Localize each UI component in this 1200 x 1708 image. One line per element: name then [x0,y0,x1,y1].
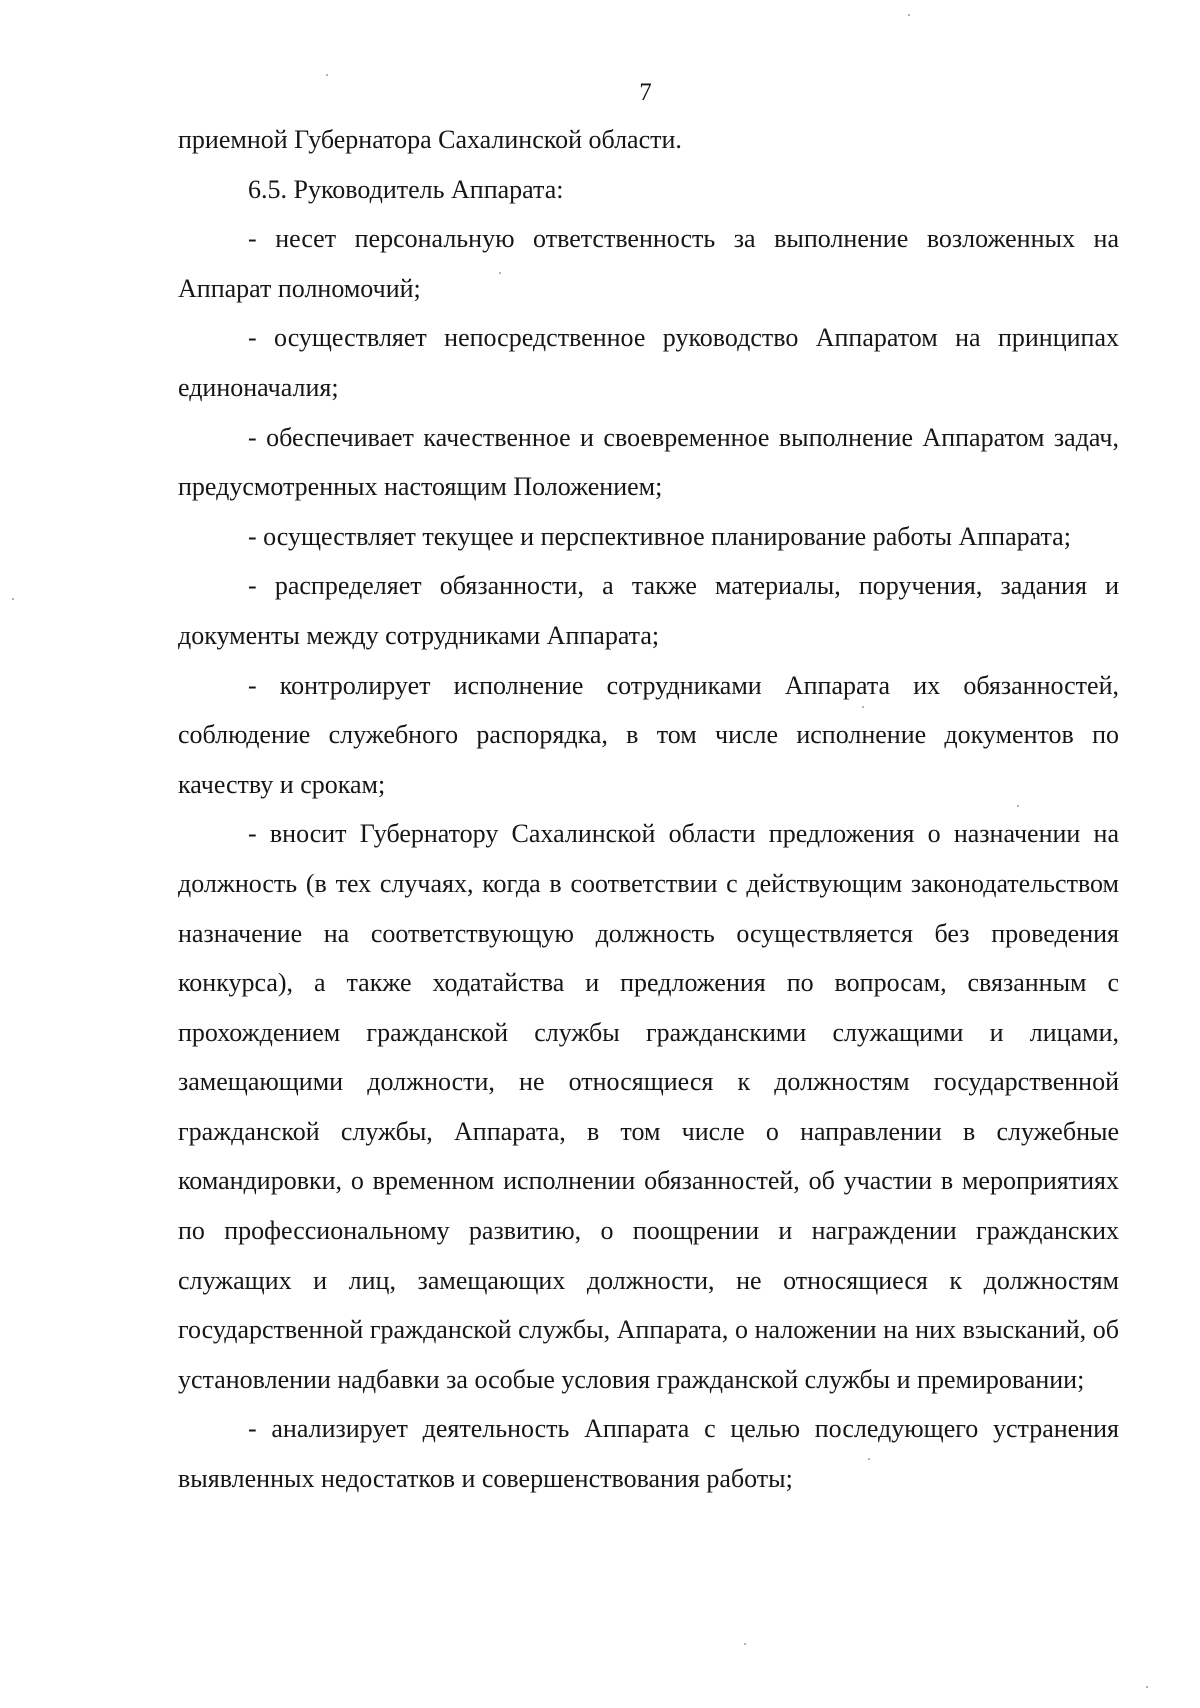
paragraph-section-heading: 6.5. Руководитель Аппарата: [248,174,564,204]
scan-speck [12,598,14,600]
document-body [178,115,1119,1504]
page-number: 7 [639,79,652,106]
paragraph-list-item: - анализирует деятельность Аппарата с целью последующего устранения выявленных недостатков и совершенствования работы; [178,1414,1119,1494]
paragraph-list-item: - несет персональную ответственность за выполнение возложенных на Аппарат полномочий; [178,224,1119,303]
paragraph-list-item: - вносит Губернатору Сахалинской области предложения о назначении на должность (в тех случаях, когда в соответствии с действующим законодательством назначение на соответствующую должность осуществляется без проведения конкурса), а также ходатайства и предложения по вопросам, связанным с прохождением гражданской службы гражданскими служащими и лицами, замещающими должности, не относящиеся к должностям государственной гражданской службы, Аппарата, в том числе о направлении в служебные командировки, о временном исполнении обязанностей, об участии в мероприятиях по профессиональному развитию, о поощрении и награждении гражданских служащих и лиц, замещающих должности, не относящиеся к должностям государственной гражданской службы, Аппарата, о наложении на них взысканий, об установлении надбавки за особые условия гражданской службы и премировании; [178,819,1119,1394]
paragraph-list-item: - распределяет обязанности, а также материалы, поручения, задания и документы между сотрудниками Аппарата; [178,571,1119,650]
scan-speck [1146,1686,1148,1688]
paragraph-list-item: - осуществляет непосредственное руководство Аппаратом на принципах единоначалия; [178,323,1119,402]
scan-speck [908,14,910,16]
scan-speck [744,1643,746,1645]
scan-speck [868,1458,870,1460]
paragraph-list-item: - контролирует исполнение сотрудниками Аппарата их обязанностей, соблюдение служебного распорядка, в том числе исполнение документов по качеству и срокам; [178,670,1119,799]
paragraph-continuation: приемной Губернатора Сахалинской области. [178,125,682,154]
scan-speck [326,74,328,76]
scan-speck [499,272,501,274]
paragraph-list-item: - обеспечивает качественное и своевременное выполнение Аппаратом задач, предусмотренных настоящим Положением; [178,422,1119,502]
scan-speck [1017,805,1019,807]
paragraph-list-item: - осуществляет текущее и перспективное планирование работы Аппарата; [248,521,1071,551]
scan-speck [862,706,864,708]
